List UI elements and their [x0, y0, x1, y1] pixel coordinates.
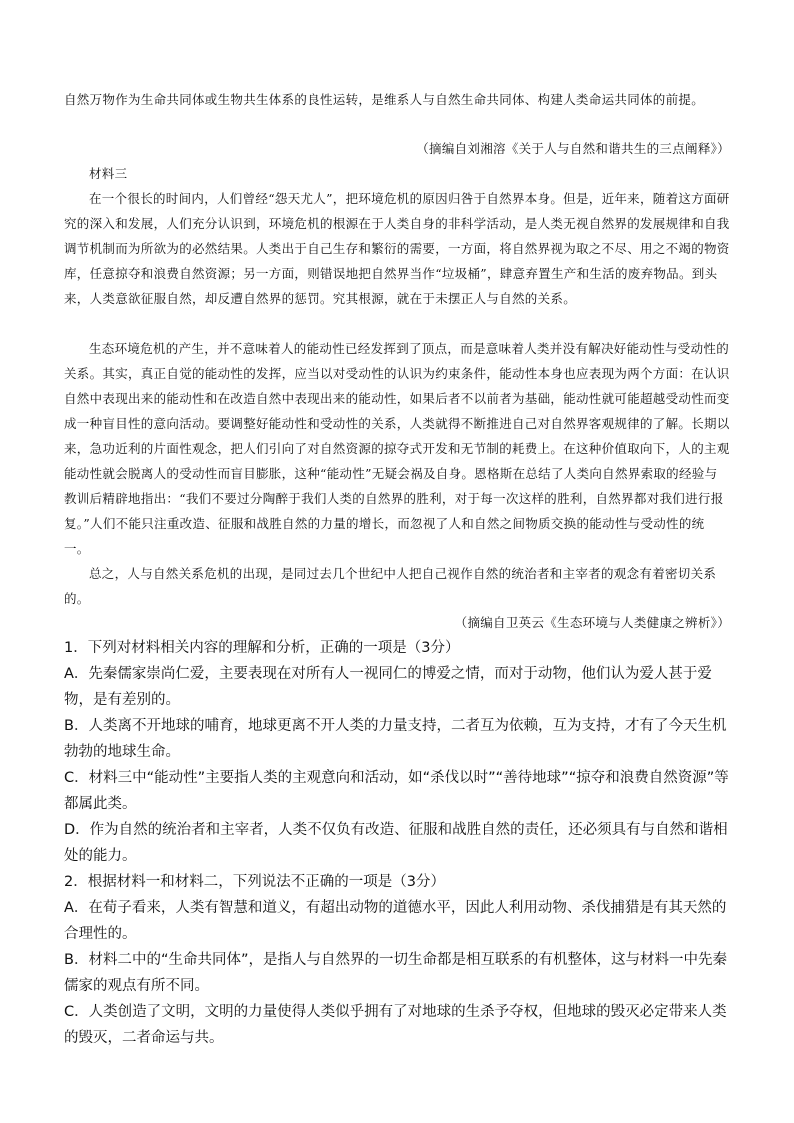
question-2-option-b: B．材料二中的“生命共同体”，是指人与自然界的一切生命都是相互联系的有机整体，这与材料一中先秦儒家的观点有所不同。 [64, 952, 727, 994]
question-2-option-c: C．人类创造了文明，文明的力量使得人类似乎拥有了对地球的生杀予夺权，但地球的毁灭必定带来人类的毁灭，二者命运与共。 [64, 1004, 727, 1046]
material3-source: （摘编自卫英云《生态环境与人类健康之辨析》） [454, 615, 730, 630]
question-1-option-d: D．作为自然的统治者和主宰者，人类不仅负有改造、征服和战胜自然的责任，还必须具有与自然和谐相处的能力。 [64, 822, 728, 864]
question-1-option-a: A．先秦儒家崇尚仁爱，主要表现在对所有人一视同仁的博爱之情，而对于动物，他们认为爱人甚于爱物，是有差别的。 [64, 666, 712, 708]
material2-paragraph-end: 自然万物作为生命共同体或生物共生体系的良性运转，是维系人与自然生命共同体、构建人类命运共同体的前提。 [64, 92, 705, 107]
material2-source: （摘编自刘湘溶《关于人与自然和谐共生的三点阐释》） [416, 141, 730, 156]
material3-paragraph-1: 在一个很长的时间内，人们曾经“怨天尤人”，把环境危机的原因归咎于自然界本身。但是，近年来，随着这方面研究的深入和发展，人们充分认识到，环境危机的根源在于人类自身的非科学活动，是人类无视自然界的发展规律和自我调节机制而为所欲为的必然结果。人类出于自己生存和繁衍的需要，一方面，将自然界视为取之不尽、用之不竭的物资库，任意掠夺和浪费自然资源；另一方面，则错误地把自然界当作“垃圾桶”，肆意弃置生产和生活的废弃物品。到头来，人类意欲征服自然，却反遭自然界的惩罚。究其根源，就在于未摆正人与自然的关系。 [64, 191, 730, 306]
question-2-option-a: A．在荀子看来，人类有智慧和道义，有超出动物的道德水平，因此人利用动物、杀伐捕猎是有其天然的合理性的。 [64, 900, 727, 942]
question-1-stem: 1．下列对材料相关内容的理解和分析，正确的一项是（3分） [64, 640, 460, 656]
question-2-stem: 2．根据材料一和材料二，下列说法不正确的一项是（3分） [64, 874, 445, 890]
material3-paragraph-2: 生态环境危机的产生，并不意味着人的能动性已经发挥到了顶点，而是意味着人类并没有解决好能动性与受动性的关系。其实，真正自觉的能动性的发挥，应当以对受动性的认识为约束条件，能动性本身也应表现为两个方面：在认识自然中表现出来的能动性和在改造自然中表现出来的能动性，如果后者不以前者为基础，能动性就可能超越受动性而变成一种盲目性的意向活动。要调整好能动性和受动性的关系，人类就得不断推进自己对自然界客观规律的了解。长期以来，急功近利的片面性观念，把人们引向了对自然资源的掠夺式开发和无节制的耗费上。在这种价值取向下，人的主观能动性就会脱离人的受动性而盲目膨胀，这种“能动性”无疑会祸及自身。恩格斯在总结了人类向自然界索取的经验与教训后精辟地指出：“我们不要过分陶醉于我们人类的自然界的胜利，对于每一次这样的胜利，自然界都对我们进行报复。”人们不能只注重改造、征服和战胜自然的力量的增长，而忽视了人和自然之间物质交换的能动性与受动性的统一。 [64, 341, 730, 556]
material3-heading: 材料三 [89, 166, 128, 181]
material3-paragraph-3: 总之，人与自然关系危机的出现，是同过去几个世纪中人把自己视作自然的统治者和主宰者的观念有着密切关系的。 [64, 566, 717, 606]
question-1-option-b: B．人类离不开地球的哺育，地球更离不开人类的力量支持，二者互为依赖，互为支持，才有了今天生机勃勃的地球生命。 [64, 718, 727, 760]
question-1-option-c: C．材料三中“能动性”主要指人类的主观意向和活动，如“杀伐以时”“善待地球”“掠夺和浪费自然资源”等都属此类。 [64, 770, 729, 812]
